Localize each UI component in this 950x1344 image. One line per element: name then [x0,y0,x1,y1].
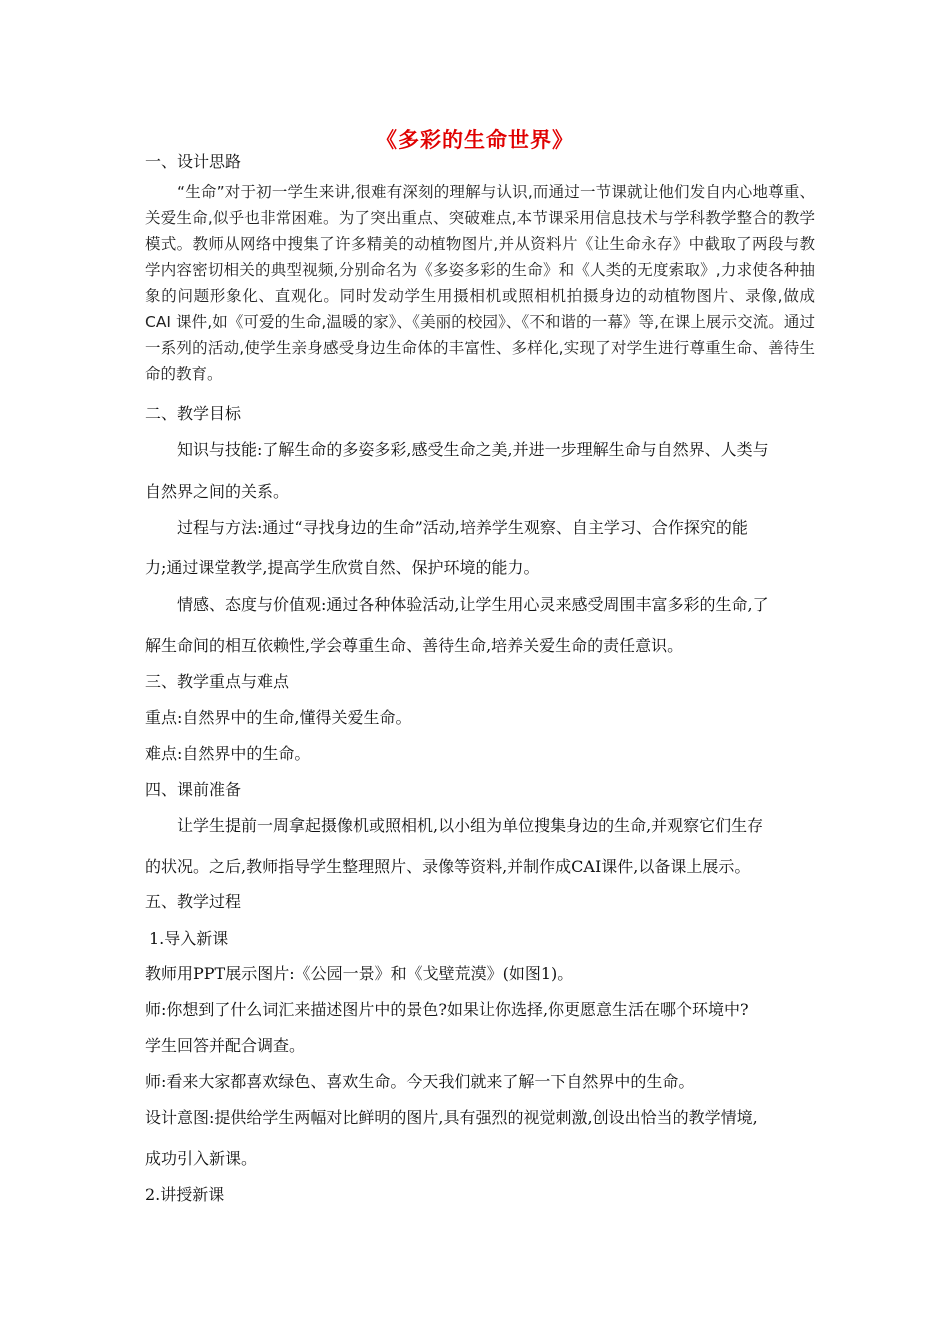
process-line: 师:你想到了什么词汇来描述图片中的景色?如果让你选择,你更愿意生活在哪个环境中? [145,1000,749,1019]
process-line: 成功引入新课。 [145,1149,258,1168]
objective-knowledge-line-2: 自然界之间的关系。 [145,482,290,501]
subheading-new-lesson: 2.讲授新课 [145,1185,225,1204]
objective-process-line-2: 力;通过课堂教学,提高学生欣赏自然、保护环境的能力。 [145,558,540,577]
process-line: 教师用PPT展示图片:《公园一景》和《戈壁荒漠》(如图1)。 [145,964,574,983]
section-heading-objectives: 二、教学目标 [145,404,242,423]
process-line: 学生回答并配合调查。 [145,1036,306,1055]
objective-knowledge-line-1: 知识与技能:了解生命的多姿多彩,感受生命之美,并进一步理解生命与自然界、人类与 [177,440,769,459]
objective-process-line-1: 过程与方法:通过“寻找身边的生命”活动,培养学生观察、自主学习、合作探究的能 [177,518,748,537]
design-paragraph: “生命”对于初一学生来讲,很难有深刻的理解与认识,而通过一节课就让他们发自内心地尊重、关爱生命,似乎也非常困难。为了突出重点、突破难点,本节课采用信息技术与学科教学整合的教学模式。教师从网络中搜集了许多精美的动植物图片,并从资料片《让生命永存》中截取了两段与教学内容密切相关的典型视频,分别命名为《多姿多彩的生命》和《人类的无度索取》,力求使各种抽象的问题形象化、直观化。同时发动学生用摄相机或照相机拍摄身边的动植物图片、录像,做成 CAI 课件,如《可爱的生命,温暖的家》、《美丽的校园》、《不和谐的一幕》等,在课上展示交流。通过一系列的活动,使学生亲身感受身边生命体的丰富性、多样化,实现了对学生进行尊重生命、善待生命的教育。 [145,183,815,383]
objective-emotion-line-1: 情感、态度与价值观:通过各种体验活动,让学生用心灵来感受周围丰富多彩的生命,了 [177,595,769,614]
preparation-line-1: 让学生提前一周拿起摄像机或照相机,以小组为单位搜集身边的生命,并观察它们生存 [177,816,764,835]
section-heading-key-points: 三、教学重点与难点 [145,672,290,691]
difficult-point-text: 难点:自然界中的生命。 [145,744,311,763]
subheading-intro: 1.导入新课 [149,929,229,948]
document-title: 《多彩的生命世界》 [376,128,574,152]
section-heading-process: 五、教学过程 [145,892,242,911]
key-point-text: 重点:自然界中的生命,懂得关爱生命。 [145,708,412,727]
section-heading-design: 一、设计思路 [145,152,242,171]
objective-emotion-line-2: 解生命间的相互依赖性,学会尊重生命、善待生命,培养关爱生命的责任意识。 [145,636,684,655]
section-heading-preparation: 四、课前准备 [145,780,242,799]
preparation-line-2: 的状况。之后,教师指导学生整理照片、录像等资料,并制作成CAI课件,以备课上展示。 [145,857,751,876]
process-line: 师:看来大家都喜欢绿色、喜欢生命。今天我们就来了解一下自然界中的生命。 [145,1072,695,1091]
process-line: 设计意图:提供给学生两幅对比鲜明的图片,具有强烈的视觉刺激,创设出恰当的教学情境, [145,1108,758,1127]
